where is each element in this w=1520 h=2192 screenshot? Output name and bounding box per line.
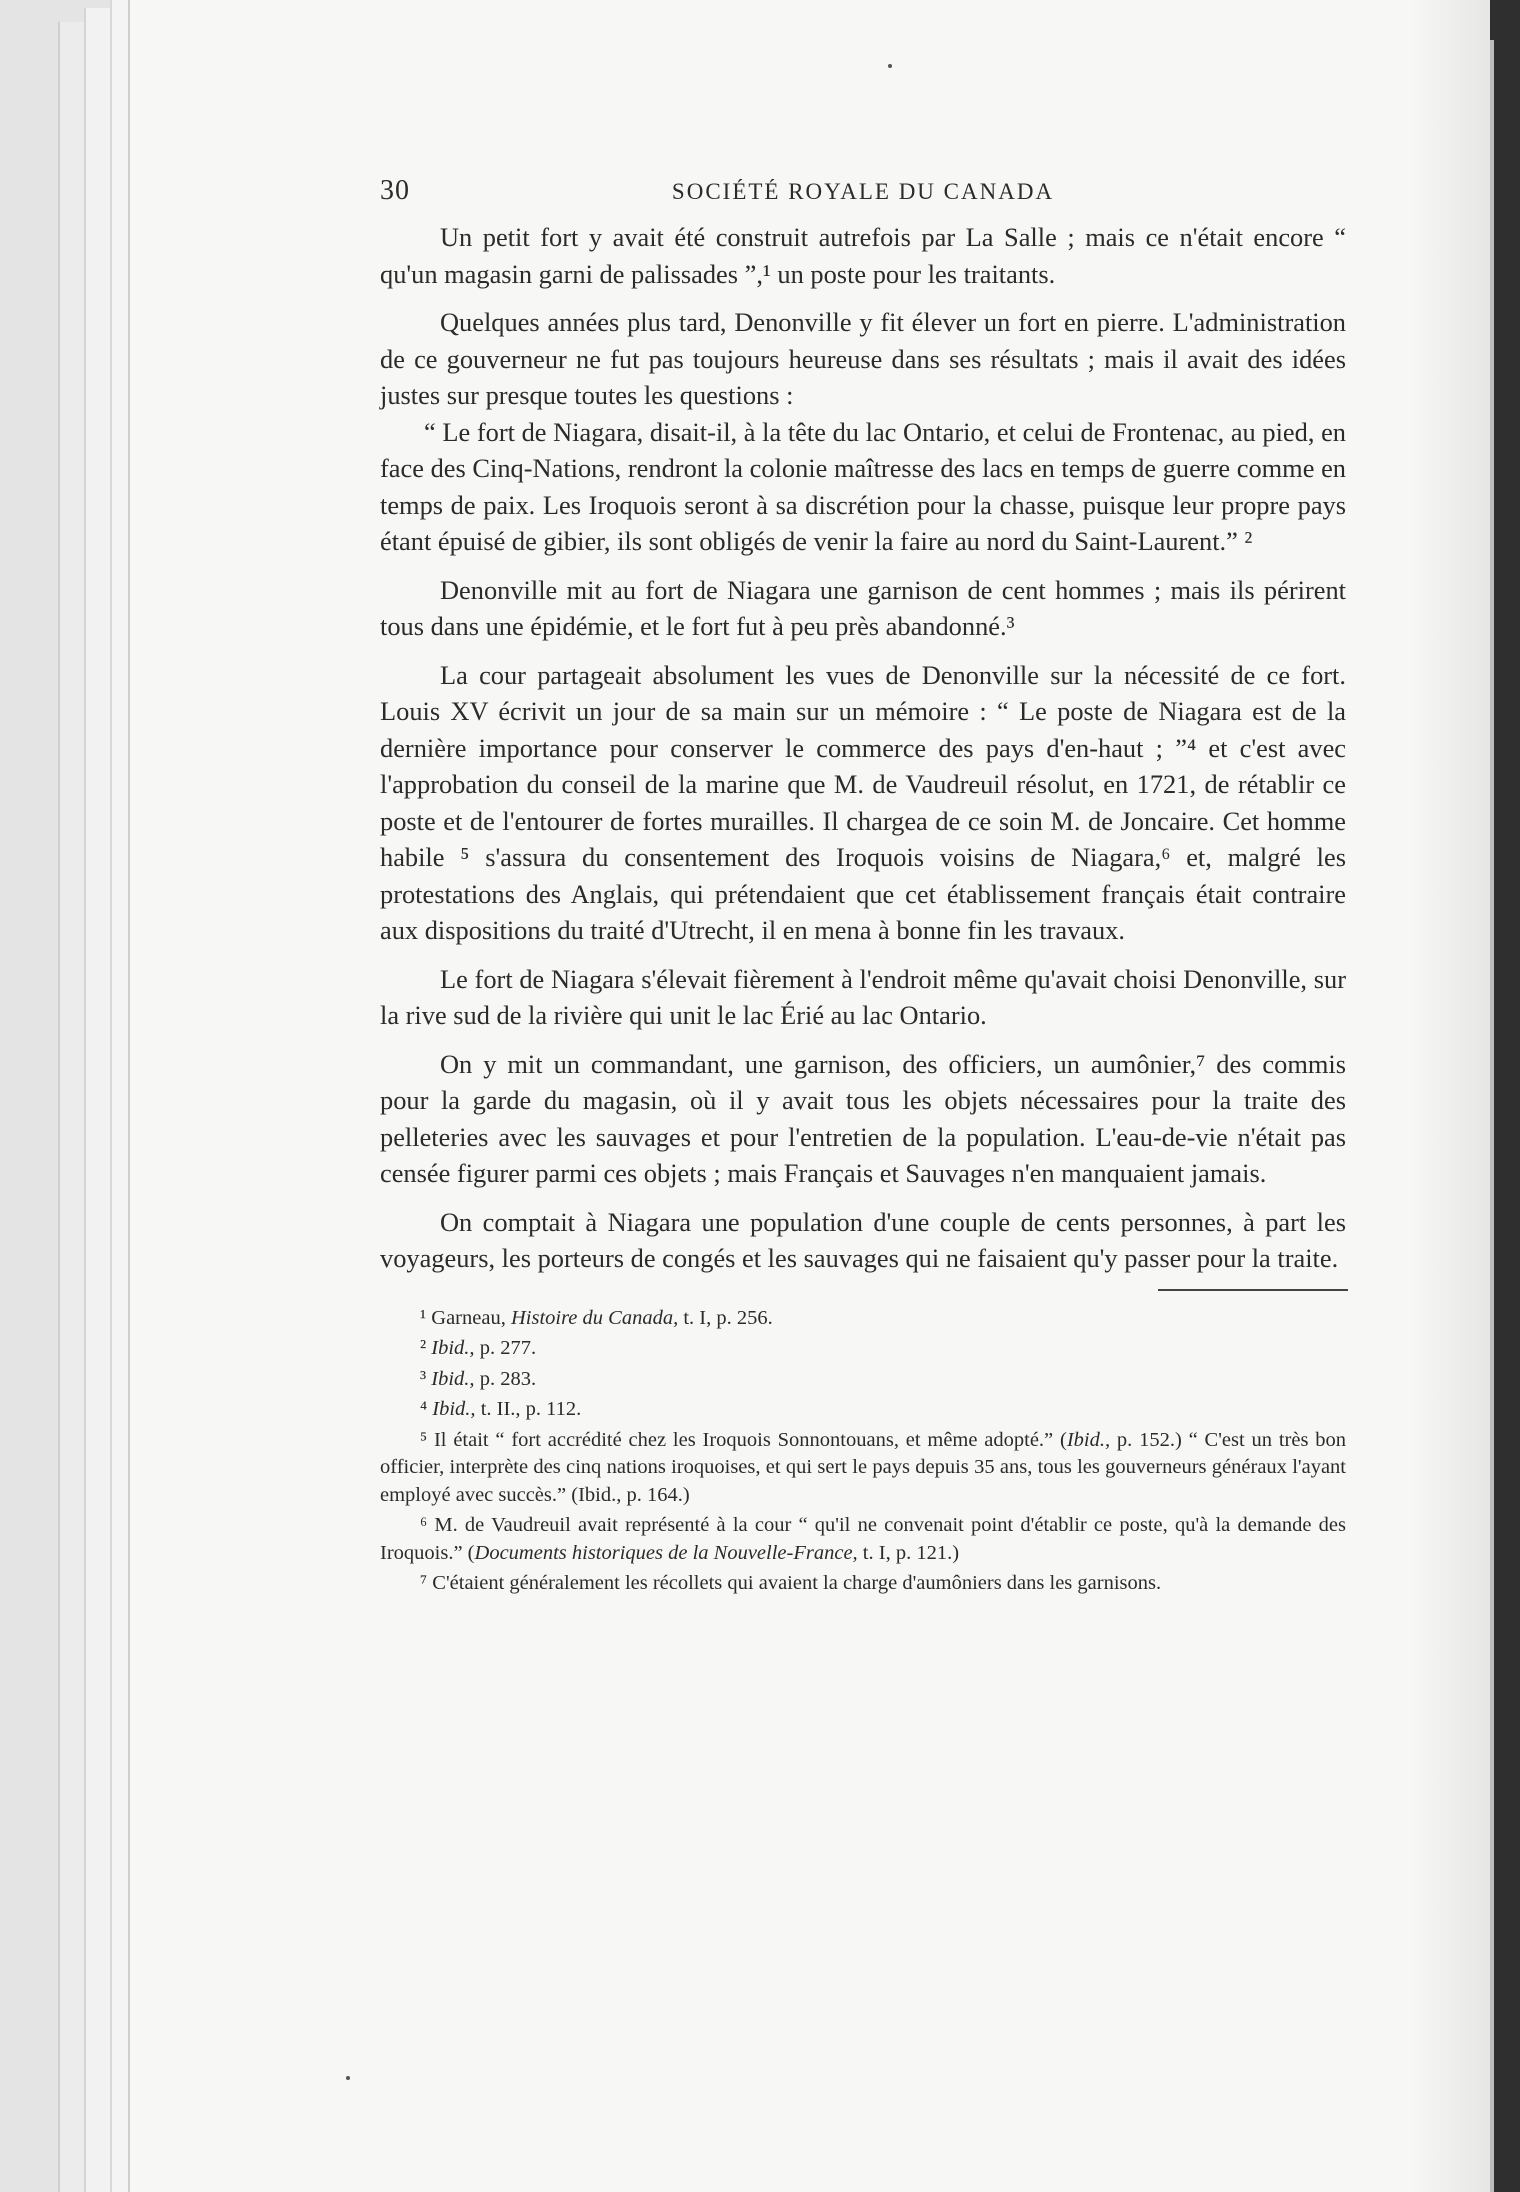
footnote-italic: Documents historiques de la Nouvelle-France, (474, 1541, 858, 1564)
scan-speck (888, 64, 892, 68)
footnote (380, 1335, 1346, 1363)
footnote-text: Il était “ fort accrédité chez les Iroquois Sonnontouans, et même adopté.” ( (427, 1428, 1067, 1451)
footnotes (380, 1305, 1346, 1598)
footnote (380, 1570, 1346, 1598)
paragraph: Le fort de Niagara s'élevait fièrement à l'endroit même qu'avait choisi Denonville, sur la rive sud de la rivière qui unit le lac Érié au lac Ontario. (380, 963, 1346, 1030)
page-content (380, 175, 1346, 1601)
footnote (380, 1305, 1346, 1333)
footnote-mark: ³ (420, 1367, 427, 1390)
footnote-mark: ⁷ (420, 1572, 428, 1594)
footnote-text: t. II., p. 112. (475, 1398, 582, 1420)
footnote-mark: ² (420, 1337, 427, 1359)
footnote-mark: ⁴ (420, 1398, 428, 1420)
footnote (380, 1512, 1346, 1567)
footnote-text: t. I, p. 121.) (857, 1541, 960, 1564)
footnote-italic: Histoire du Canada, (510, 1306, 679, 1329)
body-text (380, 219, 1346, 1277)
footnote-italic: Ibid., (432, 1398, 476, 1420)
footnote-italic: Ibid., (1066, 1428, 1111, 1451)
scan-speck (346, 2076, 350, 2080)
footnote-text: t. I, p. 256. (678, 1306, 773, 1329)
footnote-mark: ⁶ (420, 1514, 428, 1536)
page-shadow (1412, 0, 1492, 2192)
footnote-mark: ⁵ (420, 1428, 428, 1451)
running-title: SOCIÉTÉ ROYALE DU CANADA (671, 179, 1055, 204)
footnote-italic: Ibid., (431, 1337, 475, 1359)
footnote-text: C'étaient généralement les récollets qui avaient la charge d'aumôniers dans les garnisons. (427, 1572, 1162, 1594)
paragraph: On y mit un commandant, une garnison, des officiers, un aumônier,⁷ des commis pour la garde du magasin, où il y avait tous les objets nécessaires pour la traite des pelleteries avec les sauvages et pour l'entretien de la population. L'eau-de-vie n'était pas censée figurer parmi ces objets ; mais Français et Sauvages n'en manquaient jamais. (380, 1048, 1346, 1188)
paragraph: Quelques années plus tard, Denonville y fit élever un fort en pierre. L'administration de ce gouverneur ne fut pas toujours heureuse dans ses résultats ; mais il avait des idées justes sur presque toutes les questions : (380, 307, 1346, 410)
footnote-text: Garneau, (426, 1306, 511, 1329)
footnote (380, 1396, 1346, 1424)
footnote (380, 1366, 1346, 1394)
paragraph: Un petit fort y avait été construit autrefois par La Salle ; mais ce n'était encore “ qu'un magasin garni de palissades ”,¹ un poste pour les traitants. (380, 222, 1346, 289)
page-number: 30 (380, 175, 410, 206)
footnote-text: p. 152.) “ C'est un très bon officier, interprète des cinq nations iroquoises, et qui sert le pays depuis 35 ans, tous les gouverneurs généraux l'ayant employé avec succès.” (Ibid., p. 164.) (380, 1428, 1346, 1506)
scan-border (1490, 0, 1520, 2192)
footnote-text: p. 283. (474, 1367, 537, 1390)
footnote-italic: Ibid., (431, 1367, 475, 1390)
footnote (380, 1427, 1346, 1510)
footnote-separator (1158, 1289, 1348, 1291)
paragraph: La cour partageait absolument les vues de Denonville sur la nécessité de ce fort. Louis XV écrivit un jour de sa main sur un mémoire : “ Le poste de Niagara est de la dernière importance pour conserver le commerce des pays d'en-haut ; ”⁴ et c'est avec l'approbation du conseil de la marine que M. de Vaudreuil résolut, en 1721, de rétablir ce poste et de l'entourer de fortes murailles. Il chargea de ce soin M. de Joncaire. Cet homme habile ⁵ s'assura du consentement des Iroquois voisins de Niagara,⁶ et, malgré les protestations des Anglais, qui prétendaient que cet établissement français était contraire aux dispositions du traité d'Utrecht, il en mena à bonne fin les travaux. (380, 659, 1346, 945)
quotation-paragraph: “ Le fort de Niagara, disait-il, à la tête du lac Ontario, et celui de Frontenac, au pied, en face des Cinq-Nations, rendront la colonie maîtresse des lacs en temps de guerre comme en temps de paix. Les Iroquois seront à sa discrétion pour la chasse, puisque leur propre pays étant épuisé de gibier, ils sont obligés de venir la faire au nord du Saint-Laurent.” ² (380, 416, 1346, 556)
page-header (380, 175, 1346, 219)
scan-border-edge (1490, 40, 1494, 2192)
paragraph: On comptait à Niagara une population d'une couple de cents personnes, à part les voyageurs, les porteurs de congés et les sauvages qui ne faisaient qu'y passer pour la traite. (380, 1206, 1346, 1273)
footnote-text: M. de Vaudreuil avait représenté à la cour “ qu'il ne convenait point d'établir ce poste, qu'à la demande des Iroquois.” ( (380, 1514, 1346, 1564)
footnote-text: p. 277. (474, 1337, 537, 1359)
paragraph: Denonville mit au fort de Niagara une garnison de cent hommes ; mais ils périrent tous dans une épidémie, et le fort fut à peu près abandonné.³ (380, 574, 1346, 641)
footnote-mark: ¹ (420, 1306, 427, 1329)
